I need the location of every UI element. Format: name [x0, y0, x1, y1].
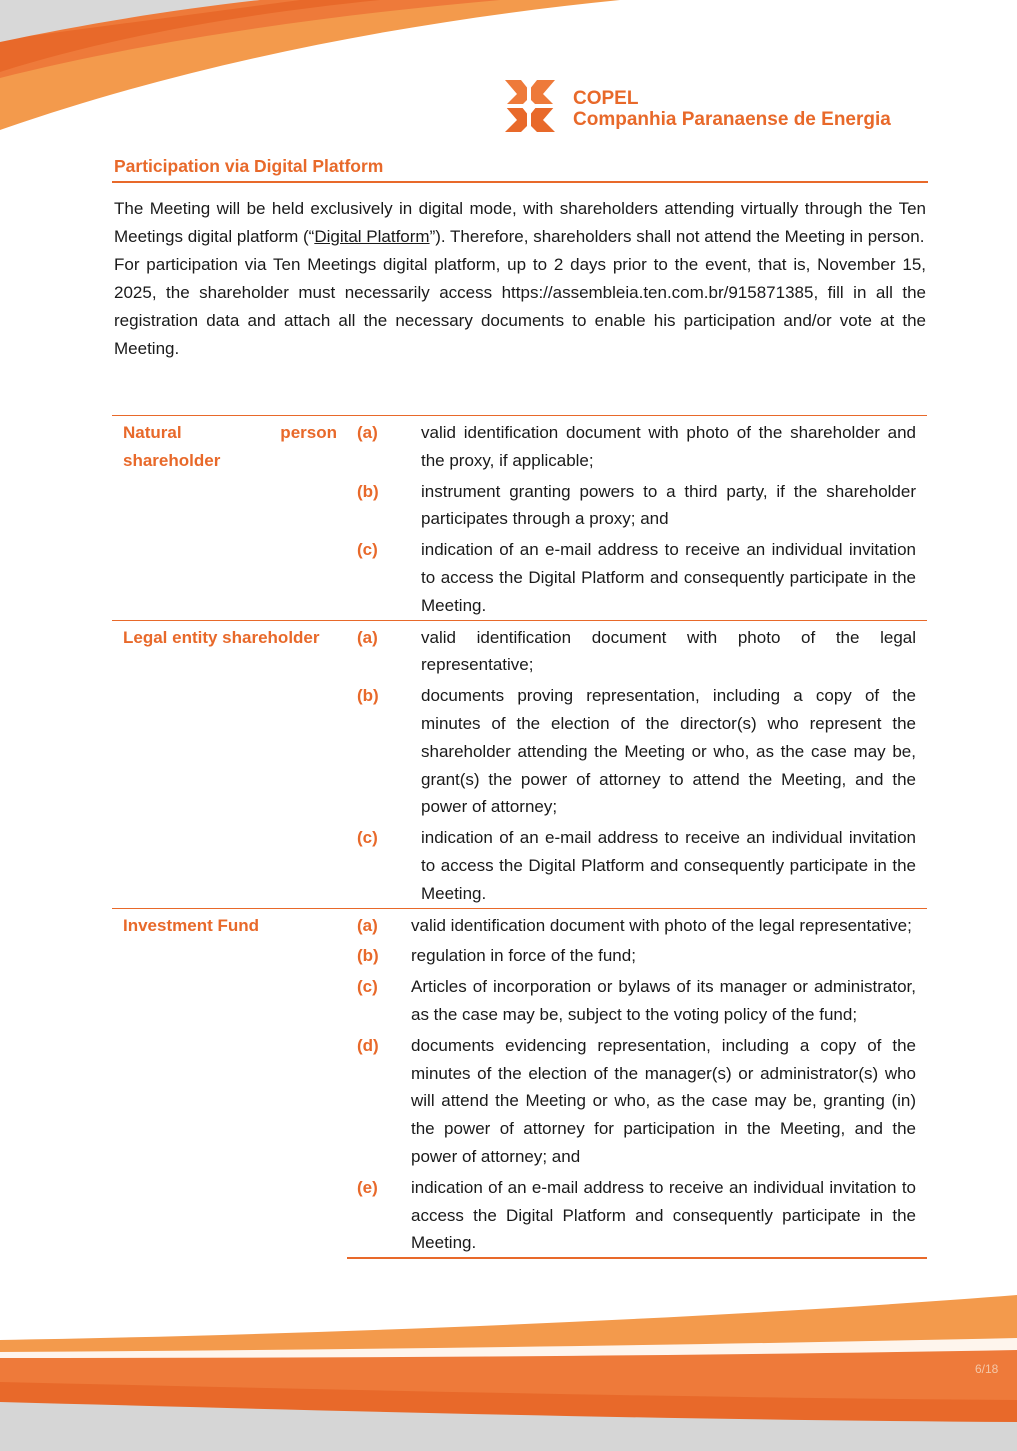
category-investment-fund: Investment Fund: [112, 908, 347, 1258]
item-text: instrument granting powers to a third party, if the shareholder participates through a proxy; and: [421, 481, 916, 529]
item-label: (e): [347, 1171, 411, 1258]
intro-text: [114, 195, 926, 363]
intro-p1-start: The Meeting will be held exclusively in digital mode, with shareholders attending virtually through the Ten Meetings digital platform (“: [114, 199, 926, 246]
table-row: [112, 908, 927, 939]
item-label: (c): [357, 828, 378, 848]
item-text: regulation in force of the fund;: [411, 946, 636, 966]
section-title: Participation via Digital Platform: [114, 156, 384, 176]
item-text: indication of an e-mail address to receive an individual invitation to access the Digital Platform and consequently participate in the Meeting.: [421, 540, 916, 615]
item-text: indication of an e-mail address to receive an individual invitation to access the Digital Platform and consequently participate in the Meeting.: [411, 1171, 927, 1258]
item-label: (a): [347, 620, 411, 679]
item-text: documents proving representation, including a copy of the minutes of the election of the director(s) who represent the shareholder attending the Meeting or who, as the case may be, grant(s) the power of attorney to attend the Meeting, and the power of attorney;: [421, 686, 916, 817]
logo-company-name: Companhia Paranaense de Energia: [573, 109, 891, 130]
digital-platform-term: Digital Platform: [314, 227, 430, 246]
copel-emblem-icon: [503, 80, 559, 132]
intro-paragraph-2: For participation via Ten Meetings digital platform, up to 2 days prior to the event, that is, November 15, 2025, the shareholder must necessarily access https://assembleia.ten.com.br/915871385, fill in all the registration data and attach all the necessary documents to enable his participation and/or vote at the Meeting.: [114, 255, 926, 358]
category-natural-person: Natural person shareholder: [112, 416, 347, 621]
item-label: (b): [357, 946, 379, 966]
intro-paragraph-1: [114, 195, 926, 251]
item-text: valid identification document with photo of the legal representative;: [411, 620, 927, 679]
section-title-rule: [112, 181, 928, 183]
item-text: Articles of incorporation or bylaws of its manager or administrator, as the case may be, subject to the voting policy of the fund;: [411, 977, 916, 1024]
item-label: (b): [357, 686, 379, 706]
item-label: (c): [357, 977, 378, 997]
item-label: (d): [357, 1035, 379, 1055]
logo-name: COPEL: [573, 88, 639, 109]
item-text: valid identification document with photo of the shareholder and the proxy, if applicable;: [411, 416, 927, 475]
item-text: valid identification document with photo of the legal representative;: [411, 908, 927, 939]
item-text: documents evidencing representation, including a copy of the minutes of the election of the manager(s) or administrator(s) who will attend the Meeting or who, as the case may be, granting (in) the power of attorney for participation in the Meeting, and the power of attorney; and: [411, 1035, 916, 1166]
footer-swoosh-graphic: [0, 1290, 1017, 1451]
intro-p1-end: ”). Therefore, shareholders shall not attend the Meeting in person.: [429, 227, 925, 246]
table-row: [112, 620, 927, 679]
requirements-table: [112, 415, 927, 1259]
item-text: indication of an e-mail address to receive an individual invitation to access the Digital Platform and consequently participate in the Meeting.: [421, 828, 916, 903]
item-label: (c): [357, 540, 378, 560]
item-label: (a): [347, 416, 411, 475]
item-label: (a): [347, 908, 411, 939]
page-number: 6/18: [975, 1362, 999, 1376]
table-row: [112, 416, 927, 475]
copel-logo: [503, 80, 923, 134]
category-legal-entity: Legal entity shareholder: [112, 620, 347, 908]
item-label: (b): [357, 481, 379, 501]
